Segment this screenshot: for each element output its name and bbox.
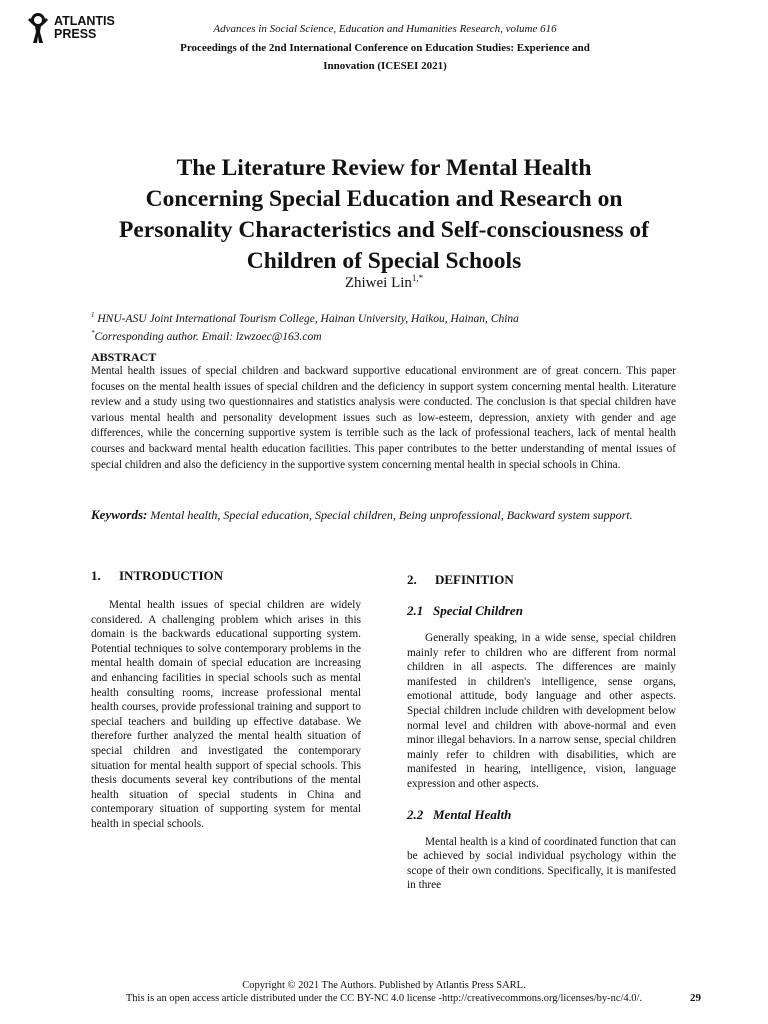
proceedings-title — [150, 40, 620, 75]
section-number: 2. — [407, 572, 417, 587]
paper-title — [70, 153, 698, 277]
proceedings-line-1: Proceedings of the 2nd International Conference on Education Studies: Experience and — [180, 42, 590, 54]
abstract-heading: ABSTRACT — [91, 350, 157, 364]
subsection-title: Mental Health — [433, 806, 512, 822]
special-children-paragraph: Generally speaking, in a wide sense, special children mainly refer to children who are different from normal children in all aspects. The differences are mainly manifested in children's intelligence, sense organs, emotional attitude, body language and other aspects. Special children include children with development below normal level and children with above-normal and even minor illegal behaviors. In a narrow sense, special children mainly refer to children with disabilities, which are manifested in hearing, intelligence, vision, language expression and other aspects. — [407, 632, 676, 790]
title-line-2: Concerning Special Education and Research on — [145, 186, 623, 212]
copyright-footer — [80, 979, 688, 1005]
subsection-title: Special Children — [433, 603, 523, 618]
proceedings-line-2: Innovation (ICESEI 2021) — [323, 59, 447, 72]
journal-title: Advances in Social Science, Education and Humanities Research, volume 616 — [213, 23, 557, 35]
affiliation-line — [91, 308, 691, 326]
keywords-label: Keywords: — [91, 507, 148, 522]
section-number: 1. — [91, 568, 101, 583]
affiliation — [91, 308, 691, 344]
section-title: INTRODUCTION — [119, 568, 224, 583]
author-name: Zhiwei Lin — [344, 275, 412, 291]
logo-line-2: PRESS — [54, 27, 97, 41]
license-line: This is an open access article distributed under the CC BY-NC 4.0 license -http://creativecommons.org/licenses/by-nc/4.0/. — [125, 993, 643, 1004]
right-column — [407, 572, 676, 893]
left-column — [91, 568, 361, 832]
title-line-4: Children of Special Schools — [246, 248, 522, 274]
affiliation-sup: 1 — [91, 311, 95, 319]
keywords-text: Mental health, Special education, Special children, Being unprofessional, Backward system support. — [150, 508, 633, 522]
author — [234, 273, 534, 292]
affiliation-text: HNU-ASU Joint International Tourism College, Hainan University, Haikou, Hainan, China — [97, 312, 519, 325]
atlas-figure-icon — [26, 12, 50, 44]
subsection-heading-mental-health — [407, 807, 676, 823]
section-title: DEFINITION — [435, 572, 514, 587]
subsection-heading-special-children — [407, 603, 676, 619]
keywords — [91, 507, 676, 523]
section-heading-definition — [407, 572, 676, 588]
title-line-1: The Literature Review for Mental Health — [176, 155, 592, 181]
subsection-number: 2.2 — [407, 806, 424, 822]
title-line-3: Personality Characteristics and Self-consciousness of — [118, 217, 649, 243]
mental-health-paragraph: Mental health is a kind of coordinated function that can be achieved by social individual psychology within the scope of their own conditions. Specifically, it is manifested in three — [407, 835, 676, 892]
corresponding-author-text: Corresponding author. Email: lzwzoec@163.com — [94, 330, 322, 343]
introduction-paragraph: Mental health issues of special children are widely considered. A challenging problem which arises in this domain is the backwards educational supporting system. Potential techniques to solve contemporary problems in the mental health domain of special education are increasing and enhancing facilities in special schools such as mental health consulting rooms, increase professional mental health courses, provide professional training and support to special teachers and building up effective database. We therefore further analyzed the mental health situation of special children and investigated the contemporary situation for mental health support of special schools. This thesis documents several key contributions of the mental health situation of special students in China and contemporary situation of supporting system for mental health in special schools. — [91, 599, 361, 830]
logo-wordmark — [54, 15, 115, 41]
author-superscript: 1,* — [411, 273, 424, 283]
logo-line-1: ATLANTIS — [54, 14, 115, 28]
corresponding-author-line — [91, 326, 691, 344]
abstract-text: Mental health issues of special children and backward supportive educational environment are of great concern. This paper focuses on the mental health issues of special children and the deficiency in support system concerning mental health. Literature review and a study using two questionnaires and statistics analysis were conducted. The conclusion is that special children have various mental health and personality development issues such as low-esteem, depression, anxiety with gender and age differences, while the concerning supportive system is terrible such as the lack of professional teachers, lack of mental health courses and backward mental health education facilities. This paper contributes to the better understanding of mental issues of special children and also the deficiency in the supportive system concerning mental health in special schools in China. — [91, 365, 676, 471]
subsection-number: 2.1 — [407, 603, 424, 618]
page-number: 29 — [690, 992, 701, 1004]
copyright-line: Copyright © 2021 The Authors. Published by Atlantis Press SARL. — [242, 980, 526, 991]
corresponding-sup: * — [91, 328, 95, 337]
section-heading-introduction — [91, 568, 361, 584]
